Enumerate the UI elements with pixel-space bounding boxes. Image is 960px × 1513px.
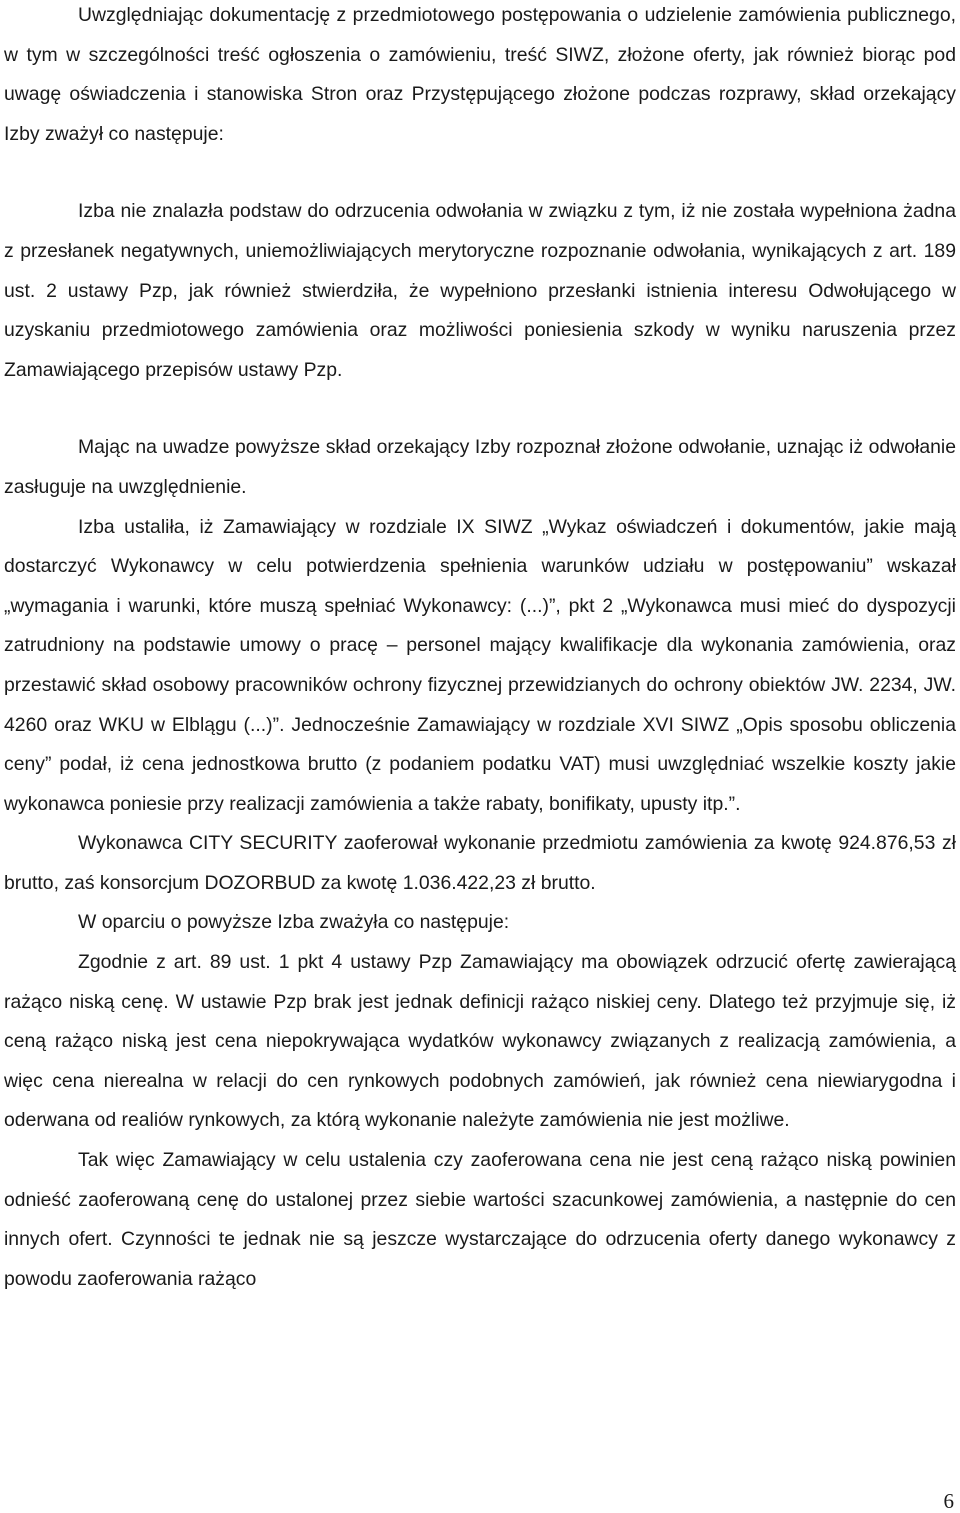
- paragraph-abnormally-low-price: Zgodnie z art. 89 ust. 1 pkt 4 ustawy Pzp Zamawiający ma obowiązek odrzucić ofertę zawierającą rażąco niską cenę. W ustawie Pzp brak jest jednak definicji rażąco niskiej ceny. Dlatego też przyjmuje się, iż ceną rażąco niską jest cena niepokrywająca wydatków wykonawcy związanych z realizacją zamówienia, a więc cena nierealna w relacji do cen rynkowych podobnych zamówień, jak również cena niewiarygodna i oderwana od realiów rynkowych, za którą wykonanie należyte zamówienia nie jest możliwe.: [4, 951, 956, 1132]
- paragraph-chamber-considered: W oparciu o powyższe Izba zważyła co następuje:: [78, 911, 510, 934]
- paragraph-admissibility: Izba nie znalazła podstaw do odrzucenia odwołania w związku z tym, iż nie została wypełniona żadna z przesłanek negatywnych, uniemożliwiających merytoryczne rozpoznanie odwołania, wynikających z art. 189 ust. 2 ustawy Pzp, jak również stwierdziła, że wypełniono przesłanki istnienia interesu Odwołującego w uzyskaniu przedmiotowego zamówienia oraz możliwości poniesienia szkody w wyniku naruszenia przez Zamawiającego przepisów ustawy Pzp.: [4, 200, 956, 381]
- paragraph-considerations-intro: Uwzględniając dokumentację z przedmiotowego postępowania o udzielenie zamówienia publicznego, w tym w szczególności treść ogłoszenia o zamówieniu, treść SIWZ, złożone oferty, jak również biorąc pod uwagę oświadczenia i stanowiska Stron oraz Przystępującego złożone podczas rozprawy, skład orzekający Izby zważył co następuje:: [4, 4, 956, 145]
- paragraph-siwz-findings: Izba ustaliła, iż Zamawiający w rozdziale IX SIWZ „Wykaz oświadczeń i dokumentów, jakie mają dostarczyć Wykonawcy w celu potwierdzenia spełnienia warunków udziału w postępowaniu” wskazał „wymagania i warunki, które muszą spełniać Wykonawcy: (...)”, pkt 2 „Wykonawca musi mieć do dyspozycji zatrudniony na podstawie umowy o pracę – personel mający kwalifikacje dla wykonania zamówienia, oraz przestawić skład osobowy pracowników ochrony fizycznej przewidzianych do ochrony obiektów JW. 2234, JW. 4260 oraz WKU w Elblągu (...)”. Jednocześnie Zamawiający w rozdziale XVI SIWZ „Opis sposobu obliczenia ceny” podał, iż cena jednostkowa brutto (z podaniem podatku VAT) musi uwzględniać wszelkie koszty jakie wykonawca poniesie przy realizacji zamówienia a także rabaty, bonifikaty, upusty itp.”.: [4, 515, 956, 815]
- paragraph-appeal-upheld: Mając na uwadze powyższe skład orzekający Izby rozpoznał złożone odwołanie, uznając iż odwołanie zasługuje na uwzględnienie.: [4, 436, 956, 498]
- page-number: 6: [943, 1489, 954, 1513]
- paragraph-offer-prices: Wykonawca CITY SECURITY zaoferował wykonanie przedmiotu zamówienia za kwotę 924.876,53 zł brutto, zaś konsorcjum DOZORBUD za kwotę 1.036.422,23 zł brutto.: [4, 832, 956, 894]
- document-page: [4, 0, 956, 1299]
- paragraph-price-verification: Tak więc Zamawiający w celu ustalenia czy zaoferowana cena nie jest ceną rażąco niską powinien odnieść zaoferowaną cenę do ustalonej przez siebie wartości szacunkowej zamówienia, a następnie do cen innych ofert. Czynności te jednak nie są jeszcze wystarczające do odrzucenia oferty danego wykonawcy z powodu zaoferowania rażąco: [4, 1149, 956, 1290]
